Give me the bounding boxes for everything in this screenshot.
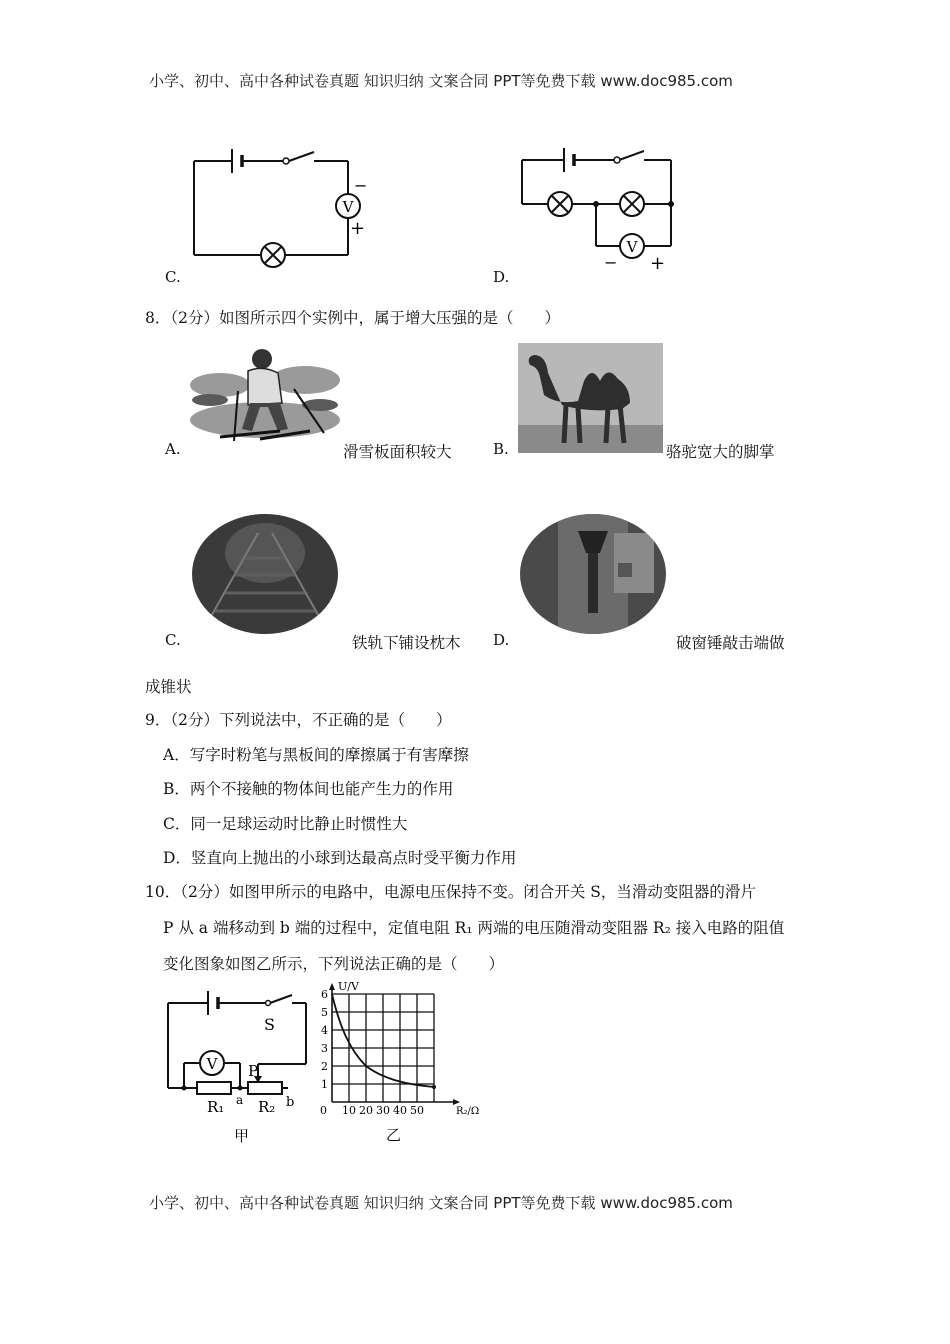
q10-voltmeter: V — [206, 1055, 218, 1073]
q10-caption-yi: 乙 — [386, 1126, 402, 1144]
q8-camel-image — [518, 343, 663, 453]
q10-ytick-2: 2 — [321, 1060, 328, 1073]
q10-caption-jia: 甲 — [234, 1127, 250, 1145]
q9-option-d: D．竖直向上抛出的小球到达最高点时受平衡力作用 — [163, 849, 517, 867]
q9-option-a: A．写字时粉笔与黑板间的摩擦属于有害摩擦 — [163, 746, 469, 764]
q10-circuit-jia — [160, 985, 320, 1145]
q10-xtick-30: 30 — [376, 1104, 390, 1117]
q8-option-b-text: 骆驼宽大的脚掌 — [666, 443, 775, 461]
q10-stem-line1: 10．（2分）如图甲所示的电路中，电源电压保持不变。闭合开关 S，当滑动变阻器的滑片 — [145, 883, 756, 901]
q7-d-plus: + — [650, 253, 666, 274]
q10-ytick-6: 6 — [321, 988, 328, 1001]
q8-option-b-label: B. — [493, 440, 509, 458]
q10-ytick-1: 1 — [321, 1078, 328, 1091]
q9-option-b: B．两个不接触的物体间也能产生力的作用 — [163, 780, 454, 798]
q10-r2-label: R₂ — [258, 1098, 276, 1116]
q7-circuit-c — [190, 145, 368, 270]
q10-ytick-4: 4 — [321, 1024, 328, 1037]
q10-r1-label: R₁ — [207, 1098, 225, 1116]
q8-railway-image — [190, 513, 340, 636]
q10-xtick-20: 20 — [359, 1104, 373, 1117]
q8-option-c-text: 铁轨下铺设枕木 — [352, 634, 461, 652]
q7-c-plus: + — [350, 218, 366, 239]
q10-stem-line3: 变化图象如图乙所示，下列说法正确的是（ ） — [163, 955, 505, 973]
q10-graph-yi — [310, 980, 495, 1145]
q10-graph-origin: 0 — [320, 1104, 327, 1117]
q8-stem: 8．（2分）如图所示四个实例中，属于增大压强的是（ ） — [145, 309, 560, 327]
q7-option-c-label: C. — [165, 268, 181, 286]
q8-option-d-label: D. — [493, 631, 510, 649]
q9-option-c: C．同一足球运动时比静止时惯性大 — [163, 815, 408, 833]
q10-slider-p: P — [248, 1062, 259, 1080]
q10-end-a: a — [236, 1093, 244, 1107]
q8-option-d-continued: 成锥状 — [145, 678, 192, 696]
q10-stem-line2: P 从 a 端移动到 b 端的过程中，定值电阻 R₁ 两端的电压随滑动变阻器 R₂ 接入电路的阻值 — [163, 919, 785, 937]
q7-d-minus: − — [604, 253, 618, 272]
q7-circuit-d — [518, 145, 683, 274]
q8-option-a-label: A. — [165, 440, 181, 458]
q8-option-c-label: C. — [165, 631, 181, 649]
q9-stem: 9．（2分）下列说法中，不正确的是（ ） — [145, 711, 452, 729]
q8-hammer-image — [518, 513, 668, 636]
q7-c-voltmeter: V — [342, 198, 354, 216]
q10-graph-ylabel: U/V — [338, 980, 359, 993]
q10-graph-xlabel: R₂/Ω — [456, 1106, 480, 1117]
q7-option-d-label: D. — [493, 268, 510, 286]
q10-xtick-10: 10 — [342, 1104, 356, 1117]
q8-option-d-text: 破窗锤敲击端做 — [676, 634, 785, 652]
q8-skier-image — [190, 345, 340, 445]
q10-xtick-40: 40 — [393, 1104, 407, 1117]
q10-end-b: b — [286, 1095, 295, 1110]
q10-switch-s: S — [264, 1015, 275, 1034]
q8-option-a-text: 滑雪板面积较大 — [343, 443, 452, 461]
q10-xtick-50: 50 — [410, 1104, 424, 1117]
page-header: 小学、初中、高中各种试卷真题 知识归纳 文案合同 PPT等免费下载 www.doc985.com — [149, 72, 733, 90]
page-footer: 小学、初中、高中各种试卷真题 知识归纳 文案合同 PPT等免费下载 www.doc985.com — [149, 1194, 733, 1212]
q10-ytick-3: 3 — [321, 1042, 328, 1055]
q7-d-voltmeter: V — [626, 238, 638, 256]
q10-ytick-5: 5 — [321, 1006, 328, 1019]
q7-c-minus: − — [354, 176, 368, 195]
